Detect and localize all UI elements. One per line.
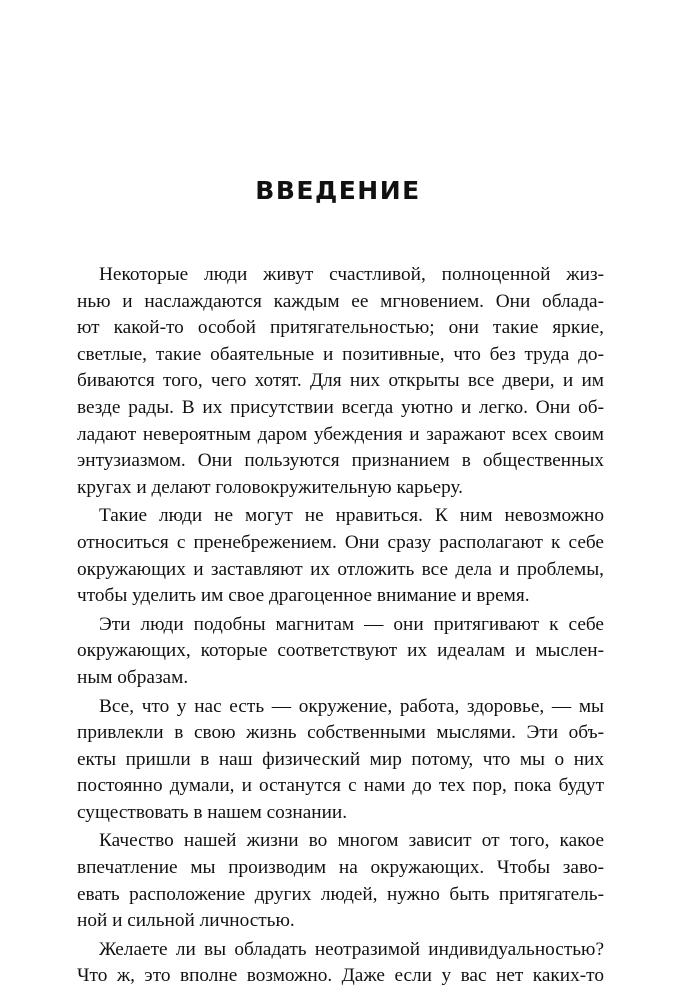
text-line: везде рады. В их присутствии всегда уютно и легко. Они об- [77, 396, 604, 418]
text-line: Все, что у нас есть — окружение, работа, здоровье, — мы [99, 695, 604, 717]
text-line: кругах и делают головокружительную карьеру. [77, 476, 463, 498]
text-line: энтузиазмом. Они пользуются признанием в общественных [77, 450, 604, 472]
paragraph [77, 503, 604, 609]
text-line: впечатление мы производим на окружающих. Чтобы заво- [77, 857, 604, 879]
text-line: Такие люди не могут не нравиться. К ним невозможно [99, 505, 604, 527]
paragraph [77, 262, 604, 501]
text-line: ным образам. [77, 666, 189, 688]
text-line: привлекли в свою жизнь собственными мыслями. Эти объ- [77, 722, 604, 744]
text-line: биваются того, чего хотят. Для них открыты все двери, и им [77, 370, 604, 392]
text-line: существовать в нашем сознании. [77, 801, 348, 823]
text-line: Эти люди подобны магнитам — они притягивают к себе [99, 613, 604, 635]
text-line: Что ж, это вполне возможно. Даже если у вас нет каких-то [77, 965, 604, 987]
text-line: екты пришли в наш физический мир потому, что мы о них [77, 748, 604, 770]
chapter-heading: ВВЕДЕНИЕ [255, 176, 421, 205]
text-line: ют какой-то особой притягательностью; они такие яркие, [77, 317, 604, 339]
text-line: нью и наслаждаются каждым ее мгновением. Они облада- [77, 290, 604, 312]
text-line: ной и сильной личностью. [77, 910, 295, 932]
text-line: ладают невероятным даром убеждения и заражают всех своим [77, 423, 604, 445]
text-line: Качество нашей жизни во многом зависит от того, какое [99, 830, 604, 852]
text-line: постоянно думали, и останутся с нами до тех пор, пока будут [77, 775, 604, 797]
paragraph [77, 937, 604, 990]
text-line: чтобы уделить им свое драгоценное внимание и время. [77, 585, 530, 607]
paragraph [77, 828, 604, 934]
body-text [77, 262, 604, 990]
text-line: Желаете ли вы обладать неотразимой индивидуальностью? [99, 938, 604, 960]
text-line: светлые, такие обаятельные и позитивные, что без труда до- [77, 343, 604, 365]
text-line: Некоторые люди живут счастливой, полноценной жиз- [99, 264, 604, 285]
text-line: окружающих, которые соответствуют их идеалам и мыслен- [77, 640, 604, 662]
text-line: относиться с пренебрежением. Они сразу располагают к себе [77, 531, 604, 553]
paragraph [77, 612, 604, 692]
paragraph [77, 694, 604, 827]
text-line: евать расположение других людей, нужно быть притягатель- [77, 883, 604, 905]
text-line: окружающих и заставляют их отложить все дела и проблемы, [77, 558, 604, 580]
